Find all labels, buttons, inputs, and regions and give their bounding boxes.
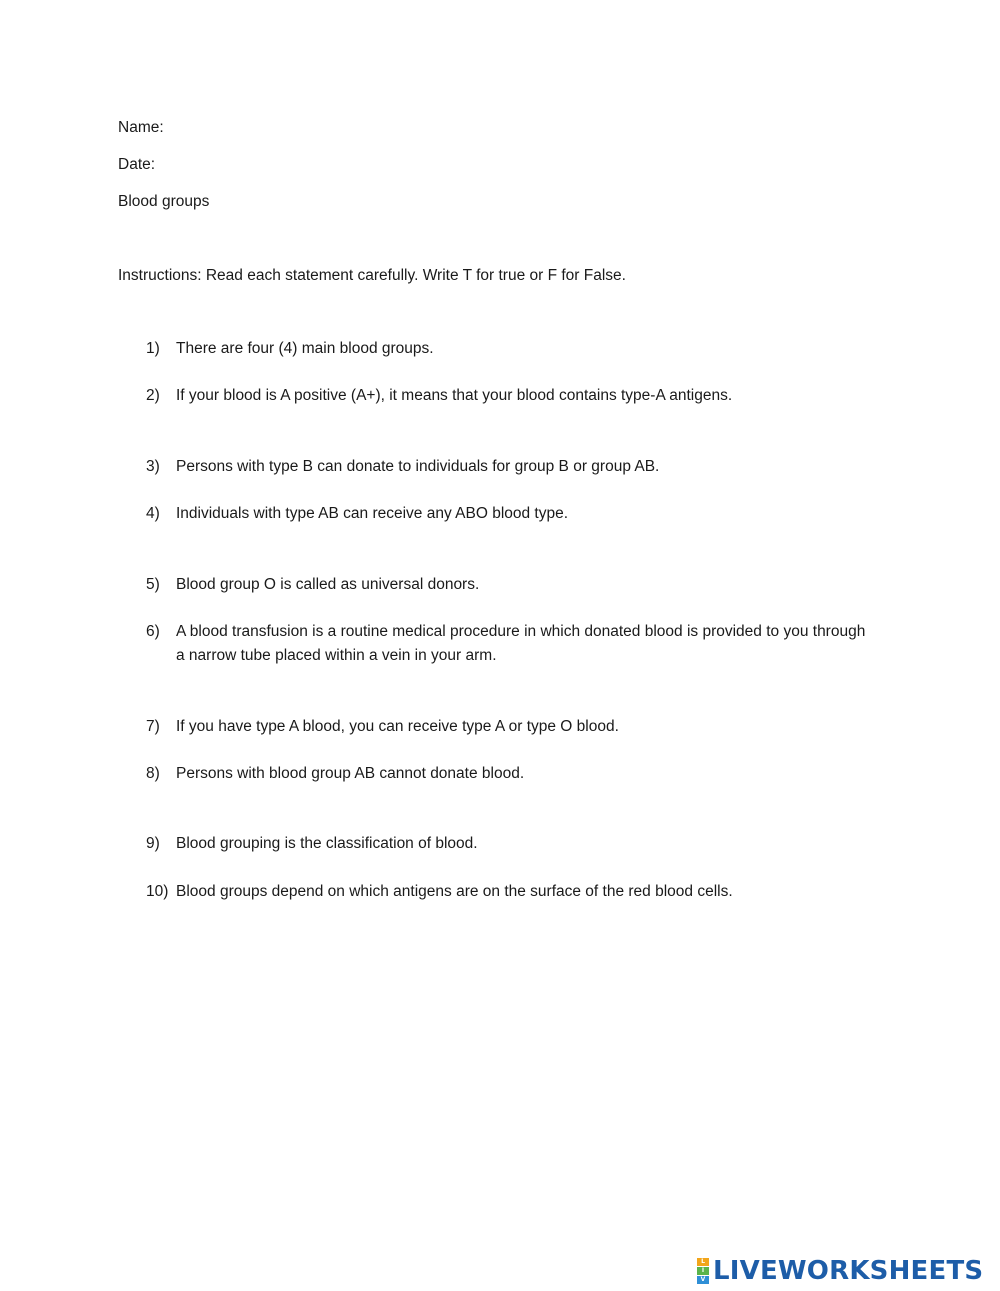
instructions-text: Instructions: Read each statement carefully. Write T for true or F for False. (118, 267, 626, 284)
question-number: 4) (146, 505, 160, 522)
logo-block: I (697, 1267, 709, 1275)
logo-text: LIVEWORKSHEETS (713, 1256, 984, 1286)
question-number: 7) (146, 718, 160, 735)
question-number: 6) (146, 623, 160, 640)
question-text: A blood transfusion is a routine medical procedure in which donated blood is provided to you through a narrow tube placed within a vein in your arm. (176, 623, 866, 664)
question-number: 5) (146, 576, 160, 593)
question-item (146, 880, 886, 904)
question-number: 9) (146, 835, 160, 852)
question-number: 8) (146, 765, 160, 782)
question-item (146, 832, 886, 856)
question-text: Individuals with type AB can receive any ABO blood type. (176, 505, 569, 522)
question-item (146, 762, 886, 786)
question-number: 1) (146, 340, 160, 357)
question-text: If you have type A blood, you can receive type A or type O blood. (176, 718, 619, 735)
date-label: Date: (118, 156, 156, 173)
question-text: Persons with type B can donate to individuals for group B or group AB. (176, 458, 660, 475)
question-item (146, 337, 886, 361)
question-text: Blood grouping is the classification of blood. (176, 835, 478, 852)
question-text: There are four (4) main blood groups. (176, 340, 434, 357)
question-item (146, 620, 866, 668)
question-number: 3) (146, 458, 160, 475)
question-item (146, 573, 886, 597)
question-text: Persons with blood group AB cannot donate blood. (176, 765, 525, 782)
logo-block: L (697, 1258, 709, 1266)
question-text: Blood groups depend on which antigens are on the surface of the red blood cells. (176, 883, 733, 900)
question-item (146, 455, 886, 479)
question-item (146, 384, 886, 408)
question-number: 2) (146, 387, 160, 404)
question-item (146, 502, 886, 526)
logo-block: V (697, 1276, 709, 1284)
logo-blocks-icon (697, 1258, 709, 1284)
name-label: Name: (118, 119, 164, 136)
question-item (146, 715, 886, 739)
question-number: 10) (146, 883, 169, 900)
liveworksheets-logo (697, 1256, 983, 1286)
question-text: Blood group O is called as universal donors. (176, 576, 480, 593)
worksheet-title: Blood groups (118, 193, 210, 210)
question-text: If your blood is A positive (A+), it means that your blood contains type-A antigens. (176, 387, 733, 404)
